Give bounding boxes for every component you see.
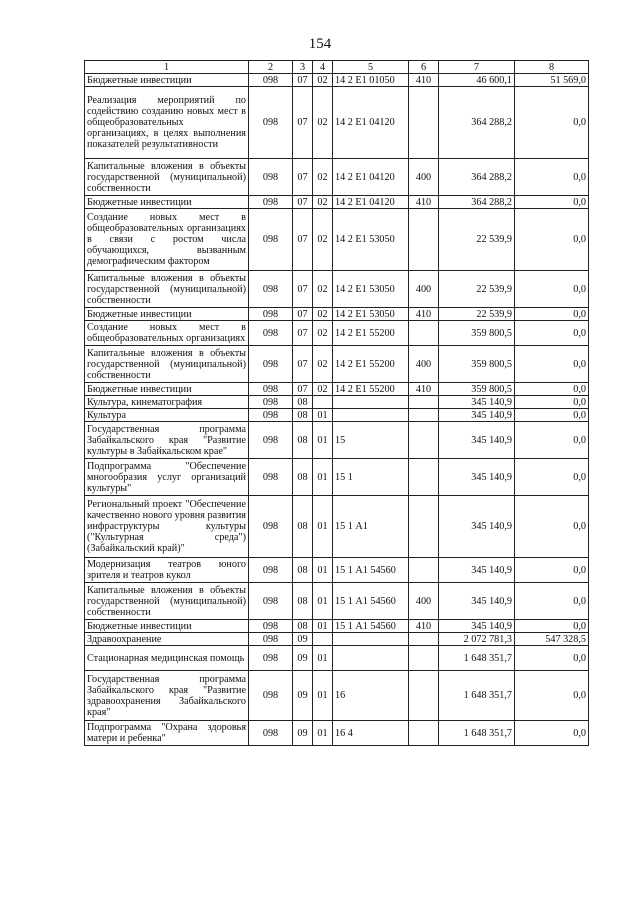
amount-year1-cell: 345 140,9	[439, 558, 515, 583]
section-cell: 08	[293, 422, 313, 459]
row-name-cell: Подпрограмма "Обеспечение многообразия услуг организаций культуры"	[85, 459, 249, 496]
admin-code-cell: 098	[249, 396, 293, 409]
amount-year2-cell: 0,0	[515, 459, 589, 496]
amount-year1-cell: 22 539,9	[439, 308, 515, 321]
subsection-cell: 02	[313, 383, 333, 396]
amount-year1-cell: 345 140,9	[439, 583, 515, 620]
amount-year2-cell: 0,0	[515, 159, 589, 196]
table-row	[85, 633, 589, 646]
expense-type-cell	[409, 87, 439, 159]
expense-type-cell	[409, 558, 439, 583]
subsection-cell: 01	[313, 459, 333, 496]
subsection-cell: 02	[313, 159, 333, 196]
target-article-cell: 15 1	[333, 459, 409, 496]
table-row	[85, 346, 589, 383]
section-cell: 09	[293, 633, 313, 646]
subsection-cell: 01	[313, 422, 333, 459]
target-article-cell: 16 4	[333, 721, 409, 746]
amount-year1-cell: 1 648 351,7	[439, 671, 515, 721]
table-row	[85, 321, 589, 346]
target-article-cell: 15 1 А1 54560	[333, 558, 409, 583]
admin-code-cell: 098	[249, 583, 293, 620]
column-header: 1	[85, 61, 249, 74]
expense-type-cell: 400	[409, 346, 439, 383]
section-cell: 07	[293, 346, 313, 383]
expense-type-cell	[409, 409, 439, 422]
target-article-cell: 14 2 Е1 53050	[333, 271, 409, 308]
admin-code-cell: 098	[249, 321, 293, 346]
expense-type-cell: 410	[409, 196, 439, 209]
target-article-cell: 15 1 А1 54560	[333, 583, 409, 620]
row-name-cell: Культура	[85, 409, 249, 422]
row-name-cell: Здравоохранение	[85, 633, 249, 646]
subsection-cell: 01	[313, 583, 333, 620]
expense-type-cell: 410	[409, 383, 439, 396]
section-cell: 08	[293, 558, 313, 583]
table-row	[85, 74, 589, 87]
row-name-cell: Бюджетные инвестиции	[85, 620, 249, 633]
amount-year1-cell: 364 288,2	[439, 159, 515, 196]
section-cell: 07	[293, 159, 313, 196]
row-name-cell: Бюджетные инвестиции	[85, 383, 249, 396]
amount-year2-cell: 0,0	[515, 558, 589, 583]
amount-year2-cell: 0,0	[515, 271, 589, 308]
row-name-cell: Культура, кинематография	[85, 396, 249, 409]
admin-code-cell: 098	[249, 671, 293, 721]
row-name-cell: Капитальные вложения в объекты государственной (муниципальной) собственности	[85, 583, 249, 620]
table-row	[85, 496, 589, 558]
expense-type-cell	[409, 646, 439, 671]
amount-year2-cell: 0,0	[515, 422, 589, 459]
target-article-cell	[333, 409, 409, 422]
table-row	[85, 271, 589, 308]
table-row	[85, 308, 589, 321]
section-cell: 08	[293, 496, 313, 558]
section-cell: 07	[293, 87, 313, 159]
amount-year2-cell: 0,0	[515, 308, 589, 321]
admin-code-cell: 098	[249, 271, 293, 308]
row-name-cell: Бюджетные инвестиции	[85, 74, 249, 87]
amount-year2-cell: 0,0	[515, 496, 589, 558]
section-cell: 09	[293, 721, 313, 746]
table-row	[85, 671, 589, 721]
target-article-cell: 14 2 Е1 04120	[333, 196, 409, 209]
section-cell: 07	[293, 383, 313, 396]
section-cell: 07	[293, 308, 313, 321]
subsection-cell: 01	[313, 646, 333, 671]
subsection-cell: 02	[313, 74, 333, 87]
subsection-cell: 02	[313, 271, 333, 308]
row-name-cell: Модернизация театров юного зрителя и театров кукол	[85, 558, 249, 583]
row-name-cell: Реализация мероприятий по содействию созданию новых мест в общеобразовательных организациях, в целях выполнения показателей результативности	[85, 87, 249, 159]
admin-code-cell: 098	[249, 422, 293, 459]
target-article-cell	[333, 633, 409, 646]
amount-year2-cell: 0,0	[515, 196, 589, 209]
table-row	[85, 159, 589, 196]
subsection-cell: 01	[313, 558, 333, 583]
amount-year2-cell: 0,0	[515, 396, 589, 409]
subsection-cell	[313, 396, 333, 409]
table-row	[85, 409, 589, 422]
subsection-cell: 01	[313, 496, 333, 558]
target-article-cell: 14 2 Е1 01050	[333, 74, 409, 87]
admin-code-cell: 098	[249, 196, 293, 209]
admin-code-cell: 098	[249, 383, 293, 396]
subsection-cell: 01	[313, 721, 333, 746]
admin-code-cell: 098	[249, 646, 293, 671]
table-row	[85, 396, 589, 409]
admin-code-cell: 098	[249, 87, 293, 159]
row-name-cell: Государственная программа Забайкальского края "Развитие здравоохранения Забайкальского края"	[85, 671, 249, 721]
admin-code-cell: 098	[249, 633, 293, 646]
amount-year2-cell: 0,0	[515, 583, 589, 620]
expense-type-cell	[409, 633, 439, 646]
row-name-cell: Стационарная медицинская помощь	[85, 646, 249, 671]
amount-year2-cell: 0,0	[515, 209, 589, 271]
budget-table	[84, 60, 589, 746]
admin-code-cell: 098	[249, 459, 293, 496]
expense-type-cell	[409, 459, 439, 496]
table-row	[85, 583, 589, 620]
amount-year1-cell: 345 140,9	[439, 459, 515, 496]
expense-type-cell	[409, 396, 439, 409]
section-cell: 07	[293, 321, 313, 346]
expense-type-cell	[409, 209, 439, 271]
table-row	[85, 209, 589, 271]
target-article-cell	[333, 646, 409, 671]
amount-year1-cell: 1 648 351,7	[439, 646, 515, 671]
amount-year1-cell: 345 140,9	[439, 409, 515, 422]
amount-year1-cell: 345 140,9	[439, 422, 515, 459]
amount-year2-cell: 0,0	[515, 321, 589, 346]
row-name-cell: Капитальные вложения в объекты государственной (муниципальной) собственности	[85, 271, 249, 308]
table-row	[85, 87, 589, 159]
row-name-cell: Создание новых мест в общеобразовательных организациях	[85, 321, 249, 346]
table-body	[85, 74, 589, 746]
admin-code-cell: 098	[249, 721, 293, 746]
amount-year1-cell: 22 539,9	[439, 209, 515, 271]
amount-year2-cell: 0,0	[515, 346, 589, 383]
amount-year2-cell: 0,0	[515, 409, 589, 422]
column-header: 4	[313, 61, 333, 74]
section-cell: 07	[293, 209, 313, 271]
admin-code-cell: 098	[249, 558, 293, 583]
table-row	[85, 620, 589, 633]
expense-type-cell: 410	[409, 308, 439, 321]
expense-type-cell: 400	[409, 583, 439, 620]
expense-type-cell	[409, 422, 439, 459]
row-name-cell: Капитальные вложения в объекты государственной (муниципальной) собственности	[85, 346, 249, 383]
amount-year1-cell: 46 600,1	[439, 74, 515, 87]
admin-code-cell: 098	[249, 209, 293, 271]
admin-code-cell: 098	[249, 496, 293, 558]
row-name-cell: Создание новых мест в общеобразовательных организациях в связи с ростом числа обучающихся, вызванным демографическим фактором	[85, 209, 249, 271]
table-row	[85, 459, 589, 496]
expense-type-cell	[409, 721, 439, 746]
row-name-cell: Государственная программа Забайкальского края "Развитие культуры в Забайкальском крае"	[85, 422, 249, 459]
admin-code-cell: 098	[249, 346, 293, 383]
target-article-cell: 14 2 Е1 55200	[333, 383, 409, 396]
column-header: 2	[249, 61, 293, 74]
amount-year1-cell: 22 539,9	[439, 271, 515, 308]
expense-type-cell: 400	[409, 271, 439, 308]
column-header: 3	[293, 61, 313, 74]
amount-year2-cell: 0,0	[515, 721, 589, 746]
table-row	[85, 721, 589, 746]
admin-code-cell: 098	[249, 620, 293, 633]
admin-code-cell: 098	[249, 159, 293, 196]
amount-year1-cell: 345 140,9	[439, 620, 515, 633]
admin-code-cell: 098	[249, 74, 293, 87]
expense-type-cell	[409, 321, 439, 346]
expense-type-cell: 400	[409, 159, 439, 196]
target-article-cell: 14 2 Е1 55200	[333, 321, 409, 346]
subsection-cell: 01	[313, 409, 333, 422]
row-name-cell: Бюджетные инвестиции	[85, 196, 249, 209]
subsection-cell: 02	[313, 196, 333, 209]
section-cell: 08	[293, 459, 313, 496]
subsection-cell: 02	[313, 321, 333, 346]
subsection-cell: 02	[313, 209, 333, 271]
column-header: 5	[333, 61, 409, 74]
amount-year1-cell: 1 648 351,7	[439, 721, 515, 746]
section-cell: 08	[293, 620, 313, 633]
column-header: 8	[515, 61, 589, 74]
section-cell: 09	[293, 671, 313, 721]
amount-year2-cell: 51 569,0	[515, 74, 589, 87]
target-article-cell	[333, 396, 409, 409]
page-number: 154	[308, 36, 332, 52]
subsection-cell: 01	[313, 671, 333, 721]
section-cell: 09	[293, 646, 313, 671]
target-article-cell: 14 2 Е1 55200	[333, 346, 409, 383]
target-article-cell: 14 2 Е1 04120	[333, 159, 409, 196]
amount-year2-cell: 0,0	[515, 383, 589, 396]
table-row	[85, 422, 589, 459]
table-row	[85, 646, 589, 671]
target-article-cell: 14 2 Е1 04120	[333, 87, 409, 159]
column-header: 7	[439, 61, 515, 74]
subsection-cell: 02	[313, 87, 333, 159]
amount-year1-cell: 345 140,9	[439, 496, 515, 558]
target-article-cell: 15	[333, 422, 409, 459]
table-header-row	[85, 61, 589, 74]
target-article-cell: 15 1 А1 54560	[333, 620, 409, 633]
admin-code-cell: 098	[249, 308, 293, 321]
table-row	[85, 558, 589, 583]
target-article-cell: 16	[333, 671, 409, 721]
amount-year2-cell: 0,0	[515, 671, 589, 721]
amount-year1-cell: 359 800,5	[439, 321, 515, 346]
row-name-cell: Бюджетные инвестиции	[85, 308, 249, 321]
row-name-cell: Подпрограмма "Охрана здоровья матери и ребенка"	[85, 721, 249, 746]
subsection-cell: 02	[313, 346, 333, 383]
amount-year1-cell: 364 288,2	[439, 87, 515, 159]
amount-year1-cell: 359 800,5	[439, 346, 515, 383]
amount-year2-cell: 547 328,5	[515, 633, 589, 646]
amount-year2-cell: 0,0	[515, 87, 589, 159]
subsection-cell: 02	[313, 308, 333, 321]
section-cell: 08	[293, 583, 313, 620]
subsection-cell: 01	[313, 620, 333, 633]
row-name-cell: Региональный проект "Обеспечение качественно нового уровня развития инфраструктуры культуры ("Культурная среда") (Забайкальский край)"	[85, 496, 249, 558]
expense-type-cell: 410	[409, 620, 439, 633]
amount-year1-cell: 345 140,9	[439, 396, 515, 409]
target-article-cell: 15 1 А1	[333, 496, 409, 558]
section-cell: 07	[293, 196, 313, 209]
amount-year2-cell: 0,0	[515, 620, 589, 633]
expense-type-cell	[409, 671, 439, 721]
section-cell: 08	[293, 409, 313, 422]
expense-type-cell	[409, 496, 439, 558]
target-article-cell: 14 2 Е1 53050	[333, 308, 409, 321]
amount-year2-cell: 0,0	[515, 646, 589, 671]
section-cell: 07	[293, 74, 313, 87]
row-name-cell: Капитальные вложения в объекты государственной (муниципальной) собственности	[85, 159, 249, 196]
section-cell: 08	[293, 396, 313, 409]
column-header: 6	[409, 61, 439, 74]
target-article-cell: 14 2 Е1 53050	[333, 209, 409, 271]
amount-year1-cell: 364 288,2	[439, 196, 515, 209]
subsection-cell	[313, 633, 333, 646]
table-row	[85, 196, 589, 209]
section-cell: 07	[293, 271, 313, 308]
admin-code-cell: 098	[249, 409, 293, 422]
amount-year1-cell: 2 072 781,3	[439, 633, 515, 646]
expense-type-cell: 410	[409, 74, 439, 87]
amount-year1-cell: 359 800,5	[439, 383, 515, 396]
table-row	[85, 383, 589, 396]
